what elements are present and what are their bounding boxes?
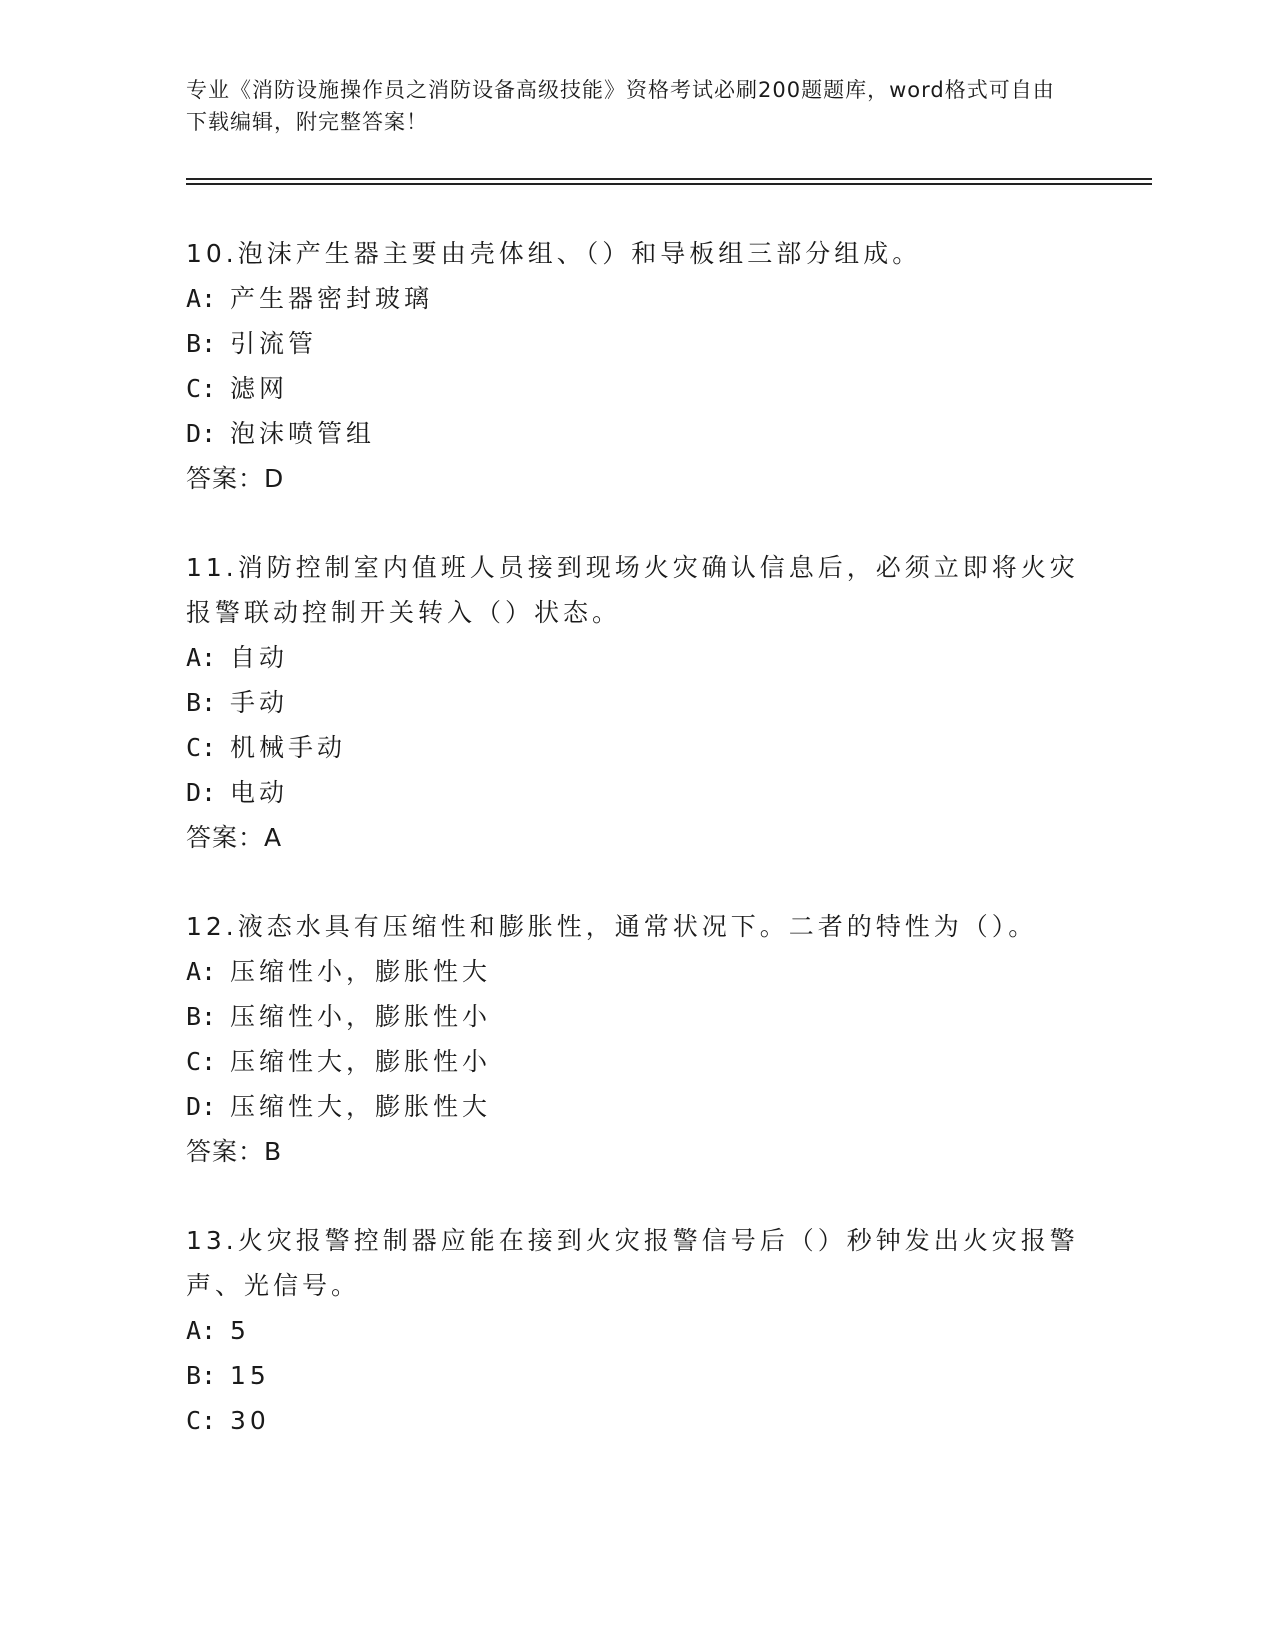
option-text: 压缩性大，膨胀性小 — [230, 1047, 492, 1076]
question-list — [186, 231, 1086, 1487]
option-c — [186, 1039, 1086, 1084]
option-d — [186, 770, 1086, 815]
option-text: 手动 — [230, 688, 289, 717]
option-b — [186, 994, 1086, 1039]
option-key: B: — [186, 1002, 217, 1031]
question-11 — [186, 545, 1086, 860]
option-text: 压缩性小，膨胀性大 — [230, 957, 492, 986]
answer-line — [186, 456, 1086, 501]
option-text: 引流管 — [230, 329, 318, 358]
answer-value: D — [264, 464, 285, 493]
header-divider-bottom — [186, 183, 1152, 185]
option-key: B: — [186, 329, 217, 358]
option-key: D: — [186, 419, 217, 448]
option-key: A: — [186, 1316, 217, 1345]
option-text: 压缩性大，膨胀性大 — [230, 1092, 492, 1121]
answer-value: B — [264, 1137, 283, 1166]
option-key: C: — [186, 733, 217, 762]
option-c — [186, 366, 1086, 411]
option-key: C: — [186, 374, 217, 403]
option-d — [186, 411, 1086, 456]
question-10 — [186, 231, 1086, 501]
answer-value: A — [264, 823, 283, 852]
option-key: D: — [186, 778, 217, 807]
option-key: A: — [186, 957, 217, 986]
option-text: 30 — [230, 1406, 270, 1435]
question-text: 13.火灾报警控制器应能在接到火灾报警信号后（）秒钟发出火灾报警声、光信号。 — [186, 1226, 1079, 1300]
question-text: 11.消防控制室内值班人员接到现场火灾确认信息后，必须立即将火灾报警联动控制开关转入（）状态。 — [186, 553, 1079, 627]
answer-line — [186, 1129, 1086, 1174]
answer-label: 答案： — [186, 1137, 265, 1166]
option-key: B: — [186, 1361, 217, 1390]
answer-label: 答案： — [186, 823, 265, 852]
question-12 — [186, 904, 1086, 1174]
option-text: 压缩性小，膨胀性小 — [230, 1002, 492, 1031]
option-a — [186, 949, 1086, 994]
question-text: 12.液态水具有压缩性和膨胀性，通常状况下。二者的特性为（）。 — [186, 912, 1038, 941]
option-key: A: — [186, 643, 217, 672]
option-text: 15 — [230, 1361, 270, 1390]
option-key: D: — [186, 1092, 217, 1121]
header-divider-top — [186, 178, 1152, 180]
option-key: B: — [186, 688, 217, 717]
option-b — [186, 321, 1086, 366]
option-a — [186, 276, 1086, 321]
option-a — [186, 635, 1086, 680]
option-d — [186, 1084, 1086, 1129]
option-text: 自动 — [230, 643, 289, 672]
option-text: 机械手动 — [230, 733, 347, 762]
option-b — [186, 680, 1086, 725]
option-text: 产生器密封玻璃 — [230, 284, 434, 313]
answer-line — [186, 815, 1086, 860]
option-a — [186, 1308, 1086, 1353]
option-b — [186, 1353, 1086, 1398]
option-c — [186, 725, 1086, 770]
document-header: 专业《消防设施操作员之消防设备高级技能》资格考试必刷200题题库，word格式可自由下载编辑，附完整答案！ — [186, 78, 1055, 134]
option-key: A: — [186, 284, 217, 313]
option-text: 泡沫喷管组 — [230, 419, 376, 448]
option-key: C: — [186, 1406, 217, 1435]
question-13 — [186, 1218, 1086, 1443]
option-text: 滤网 — [230, 374, 289, 403]
answer-label: 答案： — [186, 464, 265, 493]
option-key: C: — [186, 1047, 217, 1076]
option-text: 电动 — [230, 778, 289, 807]
option-c — [186, 1398, 1086, 1443]
option-text: 5 — [230, 1316, 250, 1345]
question-text: 10.泡沫产生器主要由壳体组、（）和导板组三部分组成。 — [186, 239, 922, 268]
